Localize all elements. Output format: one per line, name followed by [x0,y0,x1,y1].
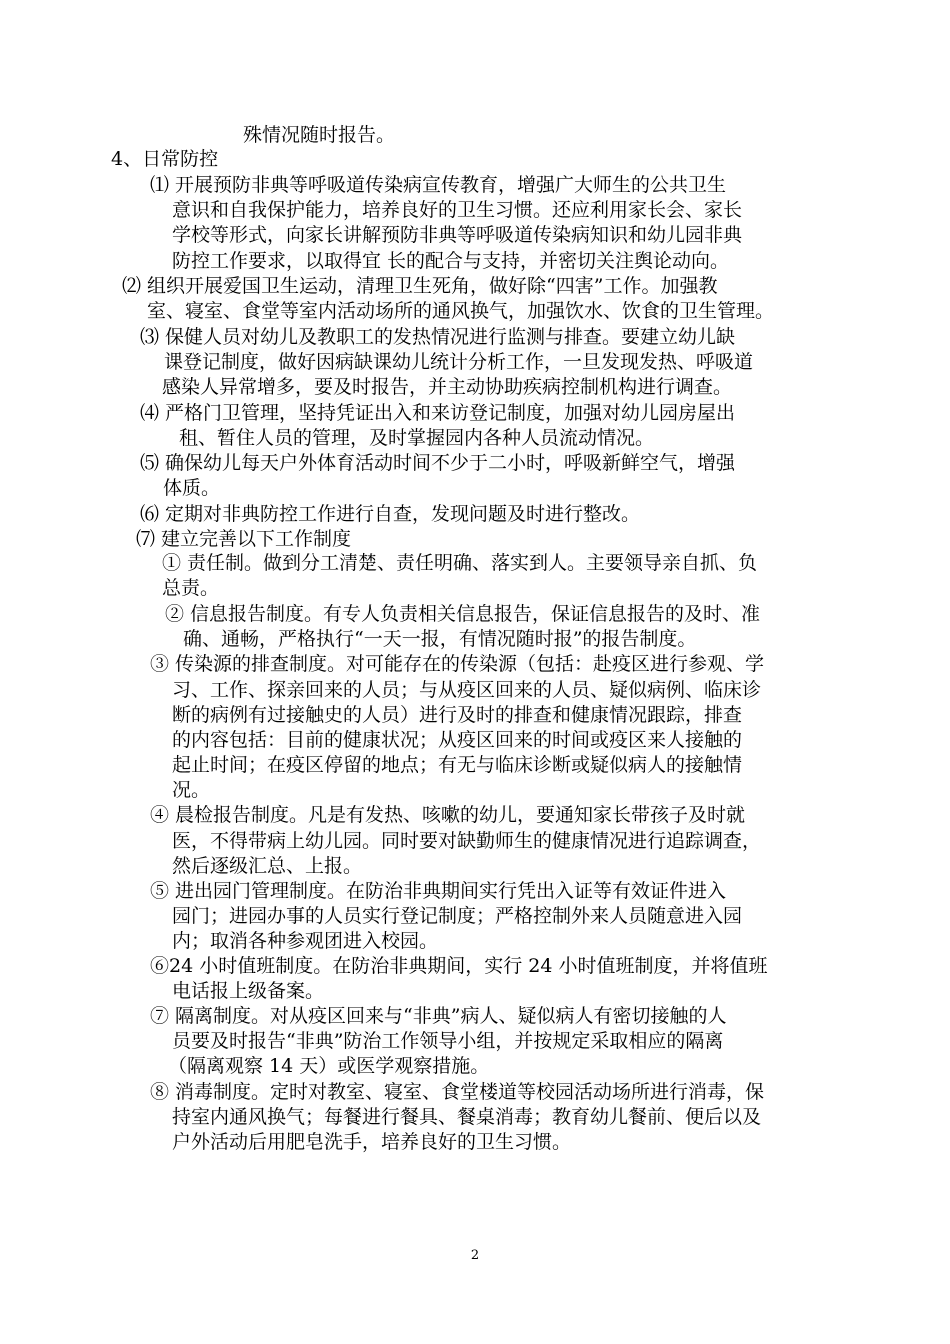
text-line: 况。 [172,779,211,801]
text-line: ⑥24 小时值班制度。在防治非典期间，实行 24 小时值班制度，并将值班 [150,955,768,977]
text-line: ⑵ 组织开展爱国卫生运动，清理卫生死角，做好除“四害”工作。加强教 [122,275,718,297]
section-heading: 4、日常防控 [111,148,219,170]
text-line: 课登记制度，做好因病缺课幼儿统计分析工作，一旦发现发热、呼吸道 [164,351,754,373]
text-line: ⑶ 保健人员对幼儿及教职工的发热情况进行监测与排查。要建立幼儿缺 [140,326,736,348]
text-line: 感染人异常增多，要及时报告，并主动协助疾病控制机构进行调查。 [162,376,733,398]
text-line: ② 信息报告制度。有专人负责相关信息报告，保证信息报告的及时、准 [165,603,761,625]
text-line: 学校等形式，向家长讲解预防非典等呼吸道传染病知识和幼儿园非典 [172,224,743,246]
text-line: 体质。 [163,477,221,499]
text-line: 习、工作、探亲回来的人员；与从疫区回来的人员、疑似病例、临床诊 [172,679,762,701]
text-line: 意识和自我保护能力，培养良好的卫生习惯。还应利用家长会、家长 [172,199,743,221]
text-line: 确、通畅，严格执行“一天一报，有情况随时报”的报告制度。 [183,628,697,650]
text-line: 起止时间；在疫区停留的地点；有无与临床诊断或疑似病人的接触情 [172,754,743,776]
text-line: ⑴ 开展预防非典等呼吸道传染病宣传教育，增强广大师生的公共卫生 [150,174,727,196]
text-line: ⑤ 进出园门管理制度。在防治非典期间实行凭出入证等有效证件进入 [150,880,727,902]
text-line: ③ 传染源的排查制度。对可能存在的传染源（包括：赴疫区进行参观、学 [150,653,765,675]
text-line: ⑧ 消毒制度。定时对教室、寝室、食堂楼道等校园活动场所进行消毒，保 [150,1081,765,1103]
text-line: 的内容包括：目前的健康状况；从疫区回来的时间或疫区来人接触的 [172,729,743,751]
text-line: ⑹ 定期对非典防控工作进行自查，发现问题及时进行整改。 [140,503,641,525]
text-line: 医，不得带病上幼儿园。同时要对缺勤师生的健康情况进行追踪调查， [172,830,762,852]
text-line: 电话报上级备案。 [172,980,325,1002]
text-line: 内；取消各种参观团进入校园。 [172,930,439,952]
text-line: ④ 晨检报告制度。凡是有发热、咳嗽的幼儿，要通知家长带孩子及时就 [150,804,746,826]
text-line: 持室内通风换气；每餐进行餐具、餐桌消毒；教育幼儿餐前、便后以及 [172,1106,762,1128]
text-line: ⑺ 建立完善以下工作制度 [136,528,352,550]
text-line: 园门；进园办事的人员实行登记制度；严格控制外来人员随意进入园 [172,905,743,927]
text-line: 殊情况随时报告。 [243,124,396,146]
text-line: ① 责任制。做到分工清楚、责任明确、落实到人。主要领导亲自抓、负 [162,552,758,574]
text-line: ⑦ 隔离制度。对从疫区回来与“非典”病人、疑似病人有密切接触的人 [150,1005,727,1027]
text-line: 断的病例有过接触史的人员）进行及时的排查和健康情况跟踪，排查 [172,704,743,726]
text-line: 租、暂住人员的管理，及时掌握园内各种人员流动情况。 [179,427,655,449]
text-line: 防控工作要求，以取得宜 长的配合与支持，并密切关注舆论动向。 [172,250,730,272]
text-line: 总责。 [162,577,220,599]
text-line: ⑷ 严格门卫管理，坚持凭证出入和来访登记制度，加强对幼儿园房屋出 [140,402,736,424]
text-line: （隔离观察 14 天）或医学观察措施。 [168,1055,490,1077]
text-line: 然后逐级汇总、上报。 [172,855,363,877]
text-line: 户外活动后用肥皂洗手，培养良好的卫生习惯。 [172,1131,572,1153]
text-line: 室、寝室、食堂等室内活动场所的通风换气，加强饮水、饮食的卫生管理。 [147,300,775,322]
text-line: 员要及时报告“非典”防治工作领导小组，并按规定采取相应的隔离 [172,1030,724,1052]
page-number: 2 [470,1248,480,1263]
text-line: ⑸ 确保幼儿每天户外体育活动时间不少于二小时，呼吸新鲜空气，增强 [140,452,736,474]
